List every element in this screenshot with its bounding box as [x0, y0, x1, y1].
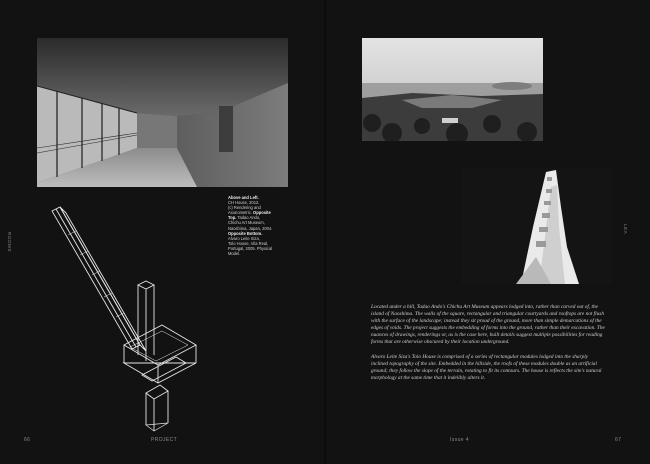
aerial-photo	[362, 38, 543, 141]
issue-label: Issue 4	[450, 437, 469, 443]
caption-text: Chichu Art Museum,	[228, 220, 265, 226]
side-label-right: LEA	[623, 224, 628, 235]
side-label-left: ROOMS	[7, 232, 12, 253]
caption-line	[228, 251, 292, 256]
section-label: PROJECT	[151, 437, 178, 443]
caption-text: Naoshima, Japan, 2004.	[228, 225, 273, 231]
caption-text: CH House, 2012.	[228, 200, 260, 206]
caption-text: Axonometric.	[228, 210, 252, 216]
photo-caption	[228, 195, 292, 256]
caption-text: Portugal, 2005. Physical	[228, 245, 273, 251]
axonometric-drawing	[46, 205, 246, 435]
caption-text: Tolo House, Vila Real,	[228, 240, 269, 246]
page-number-right: 67	[615, 437, 622, 443]
body-paragraph-2: Alvaro Leite Siza's Tolo House is comprised of a series of rectangular modules lodged into the sharply inclined topography of the site. Embedded in the hillside, the roofs of these modules double as an artificial ground; they follow the slope of the terrain, rotating to fit its contours. The house is reflects the site's natural morphology at the same time that it indelibly alters it.	[371, 353, 602, 381]
caption-text: Top.	[228, 215, 237, 221]
caption-text: Alvaro Leite Siza,	[228, 235, 260, 241]
caption-tail: Tadao Ando,	[236, 215, 261, 221]
caption-text: Model.	[228, 251, 241, 257]
gutter	[324, 0, 326, 464]
page-number-left: 66	[24, 437, 31, 443]
caption-text: (c) Rendering and	[228, 205, 261, 211]
caption-text: Opposite Bottom.	[228, 230, 263, 236]
article-body	[371, 304, 605, 389]
model-photo	[461, 167, 612, 284]
caption-text: Above and Left.	[228, 195, 259, 200]
body-paragraph-1: Located under a hill, Tadao Ando's Chichu Art Museum appears lodged into, rather than carved out of, the island of Naoshima. The walls of the square, rectangular and triangular courtyards and rooftops are not flush with the surface of the landscape; instead they sit proud of the ground, more than simple demarcations of the edges of voids. The project suggests the embedding of forms into the ground, rather than their excavation. The nuances of drawings, renderings or, as is the case here, built details suggest multiple possibilities for reading forms that are otherwise obscured by their location underground.	[371, 304, 605, 346]
interior-photo	[37, 38, 288, 187]
caption-tail: Opposite	[253, 210, 271, 216]
